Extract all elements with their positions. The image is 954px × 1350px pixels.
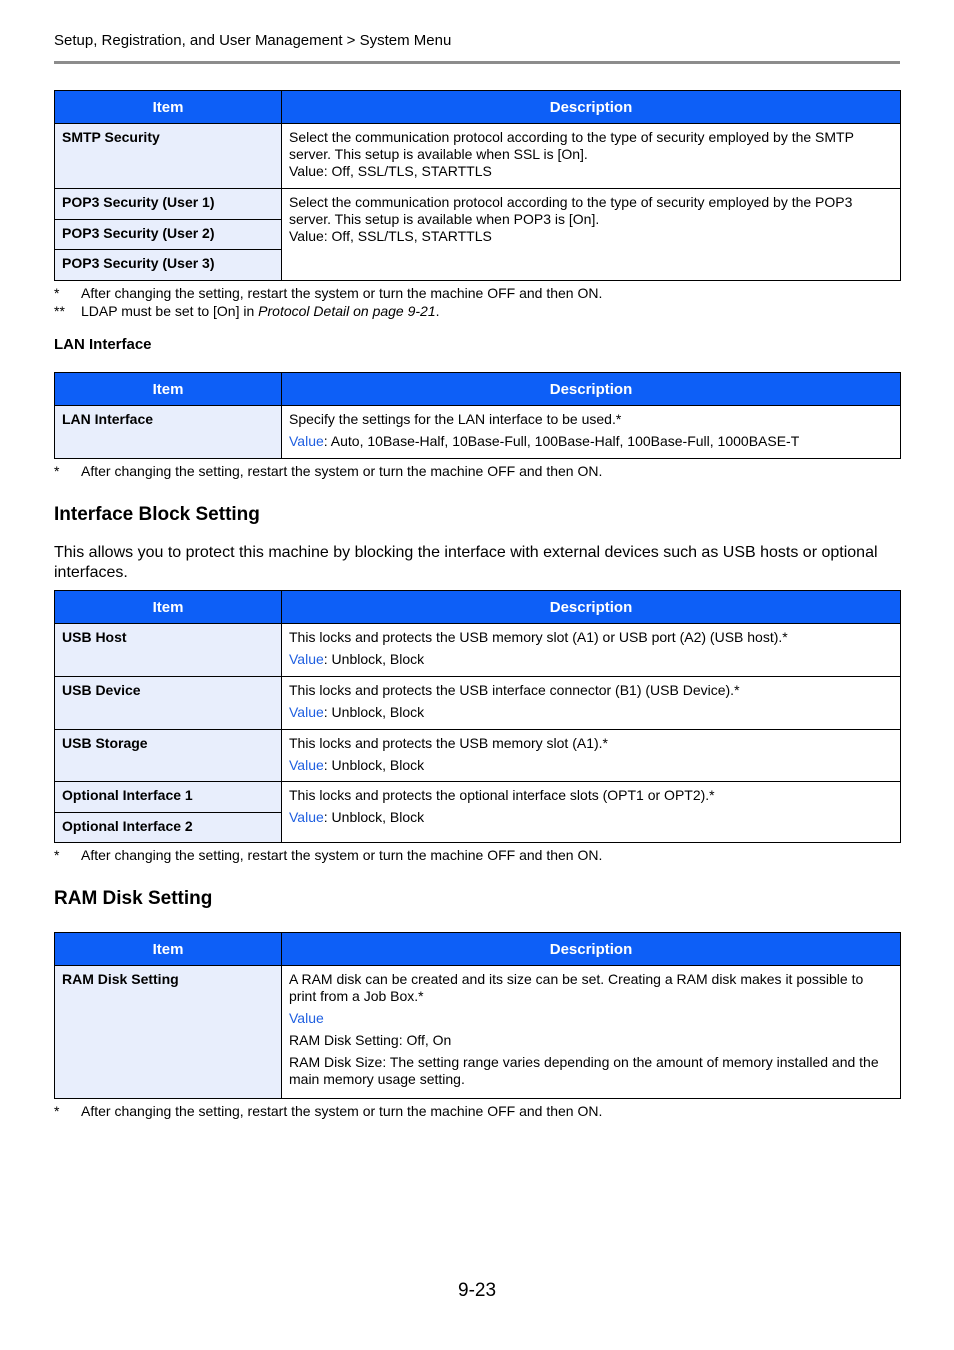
footnote-mark: ** [54, 303, 65, 319]
interface-block-intro: This allows you to protect this machine by blocking the interface with external devices such as USB hosts or optional interfaces. [54, 544, 878, 581]
interface-block-table [54, 590, 901, 843]
value-text: : Auto, 10Base-Half, 10Base-Full, 100Base-Half, 100Base-Full, 1000BASE-T [323, 433, 800, 449]
description-cell [282, 730, 901, 782]
footnote-text: After changing the setting, restart the system or turn the machine OFF and then ON. [81, 285, 603, 301]
value-line-size: RAM Disk Size: The setting range varies depending on the amount of memory installed and the main memory usage setting. [289, 1054, 879, 1087]
description-column-header: Description [282, 591, 901, 624]
lan-interface-heading: LAN Interface [54, 336, 152, 353]
value-label: Value [289, 433, 324, 449]
value-line-setting: RAM Disk Setting: Off, On [289, 1032, 452, 1048]
description-text: Select the communication protocol according to the type of security employed by the SMTP server. This setup is available when SSL is [On]. [289, 129, 854, 162]
table-row [55, 966, 901, 1099]
header-divider [54, 61, 900, 64]
description-text: This locks and protects the USB memory slot (A1) or USB port (A2) (USB host).* [289, 629, 788, 645]
footnote-text: After changing the setting, restart the system or turn the machine OFF and then ON. [81, 1103, 603, 1119]
table-row [55, 624, 901, 677]
value-text: : Unblock, Block [323, 809, 425, 825]
description-cell [282, 966, 901, 1099]
item-cell: POP3 Security (User 1) [55, 189, 282, 220]
description-text: A RAM disk can be created and its size can be set. Creating a RAM disk makes it possible to print from a Job Box.* [289, 971, 864, 1004]
item-cell: USB Storage [55, 730, 282, 782]
description-cell [282, 189, 901, 281]
value-label: Value [289, 704, 324, 720]
table-row [55, 189, 901, 220]
page-number: 9-23 [458, 1280, 497, 1301]
footnote-mark: * [54, 847, 60, 863]
description-column-header: Description [282, 373, 901, 406]
table-header-row [55, 91, 901, 124]
table-row [55, 730, 901, 782]
description-text: This locks and protects the optional interface slots (OPT1 or OPT2).* [289, 787, 715, 803]
footnote-text: LDAP must be set to [On] in [81, 303, 259, 319]
item-cell: RAM Disk Setting [55, 966, 282, 1099]
table-row [55, 406, 901, 459]
footnote [54, 462, 900, 480]
table-header-row [55, 373, 901, 406]
description-cell [282, 406, 901, 459]
description-cell [282, 624, 901, 677]
footnote [54, 302, 900, 320]
value-text: : Unblock, Block [323, 651, 425, 667]
footnote-text: After changing the setting, restart the system or turn the machine OFF and then ON. [81, 463, 603, 479]
footnote [54, 1102, 900, 1120]
value-text: : Unblock, Block [323, 704, 425, 720]
value-text: Value: Off, SSL/TLS, STARTTLS [289, 163, 492, 179]
footnote-text: After changing the setting, restart the system or turn the machine OFF and then ON. [81, 847, 603, 863]
description-text: Select the communication protocol according to the type of security employed by the POP3 server. This setup is available when POP3 is [On]. [289, 194, 853, 227]
table-row [55, 782, 901, 813]
value-text: : Unblock, Block [323, 757, 425, 773]
value-text: Value: Off, SSL/TLS, STARTTLS [289, 228, 492, 244]
description-cell [282, 782, 901, 843]
description-cell [282, 124, 901, 189]
value-line [289, 757, 893, 774]
lan-interface-table [54, 372, 901, 459]
footnote-text-end: . [435, 303, 440, 319]
description-text: This locks and protects the USB interface connector (B1) (USB Device).* [289, 682, 740, 698]
value-label: Value [289, 809, 324, 825]
item-cell: USB Device [55, 677, 282, 730]
table-row [55, 677, 901, 730]
item-cell: Optional Interface 2 [55, 813, 282, 843]
item-cell: Optional Interface 1 [55, 782, 282, 813]
value-line [289, 651, 893, 668]
item-column-header: Item [55, 91, 282, 124]
footnote [54, 846, 900, 864]
item-column-header: Item [55, 373, 282, 406]
cross-reference-link[interactable]: Protocol Detail on page 9-21 [258, 303, 436, 319]
table-header-row [55, 933, 901, 966]
value-line [289, 433, 893, 450]
description-text: Specify the settings for the LAN interface to be used.* [289, 411, 622, 427]
item-cell: LAN Interface [55, 406, 282, 459]
item-column-header: Item [55, 933, 282, 966]
description-text: This locks and protects the USB memory slot (A1).* [289, 735, 608, 751]
value-line [289, 809, 893, 826]
breadcrumb: Setup, Registration, and User Management > System Menu [54, 32, 452, 49]
item-column-header: Item [55, 591, 282, 624]
value-label: Value [289, 1010, 324, 1026]
item-cell: SMTP Security [55, 124, 282, 189]
table-header-row [55, 591, 901, 624]
security-table [54, 90, 901, 281]
value-label: Value [289, 651, 324, 667]
interface-block-heading: Interface Block Setting [54, 504, 260, 525]
description-column-header: Description [282, 933, 901, 966]
table-row [55, 124, 901, 189]
item-cell: POP3 Security (User 2) [55, 220, 282, 250]
value-line [289, 704, 893, 721]
item-cell: USB Host [55, 624, 282, 677]
description-cell [282, 677, 901, 730]
ram-disk-heading: RAM Disk Setting [54, 888, 213, 909]
footnote-mark: * [54, 1103, 60, 1119]
footnote [54, 284, 900, 302]
footnote-mark: * [54, 285, 60, 301]
item-cell: POP3 Security (User 3) [55, 250, 282, 281]
footnote-mark: * [54, 463, 60, 479]
ram-disk-table [54, 932, 901, 1099]
description-column-header: Description [282, 91, 901, 124]
value-label: Value [289, 757, 324, 773]
